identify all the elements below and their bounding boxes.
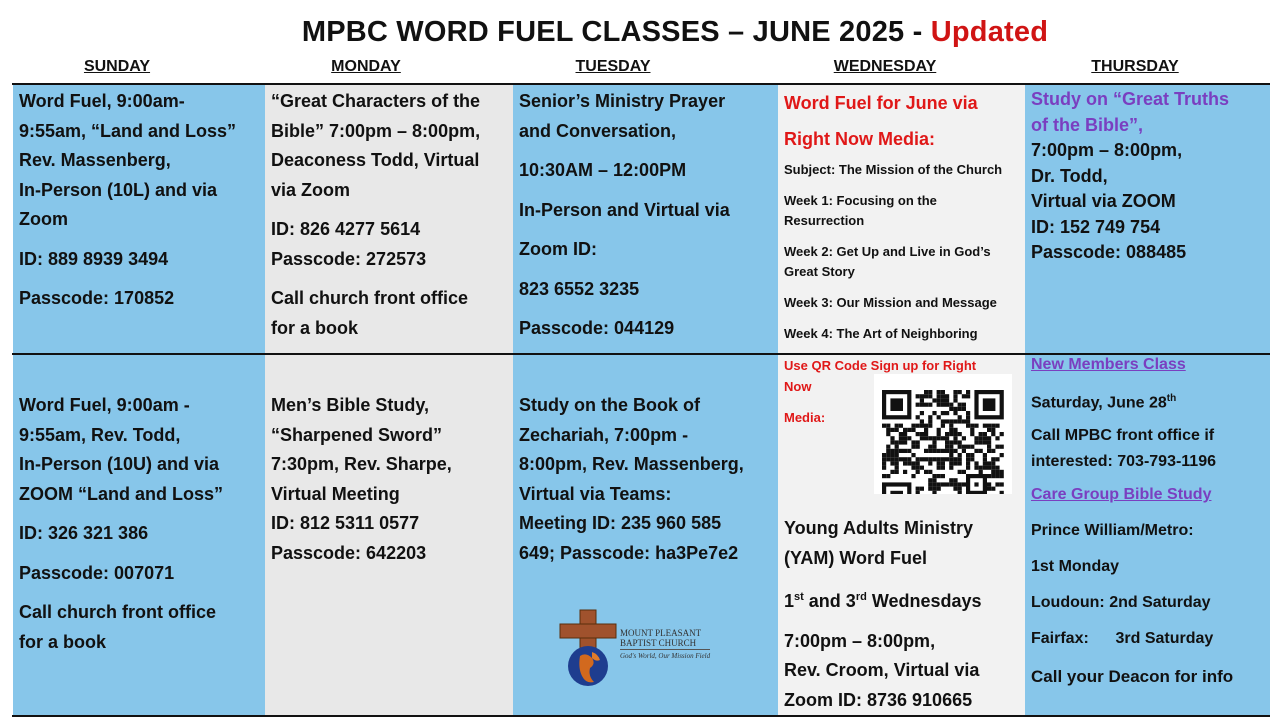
care-group-link[interactable]: Care Group Bible Study xyxy=(1031,486,1212,504)
text-line: Study on the Book of xyxy=(519,395,700,415)
text-line: Senior’s Ministry Prayer xyxy=(519,91,726,111)
passcode: Passcode: 044129 xyxy=(519,318,675,338)
text-line: of the Bible”, xyxy=(1031,114,1143,135)
text-line: Week 4: The Art of Neighboring xyxy=(784,326,978,341)
bottom-divider xyxy=(12,715,1270,717)
text-line: Zechariah, 7:00pm - xyxy=(519,424,689,445)
text-line: via Zoom xyxy=(271,179,351,200)
meeting-id: ID: 889 8939 3494 xyxy=(19,248,169,269)
text-line: Media: xyxy=(784,410,826,425)
text-line: Zoom ID: xyxy=(519,239,597,259)
updated-label: Updated xyxy=(930,16,1049,48)
text-line: 9:55am, “Land and Loss” xyxy=(19,120,237,141)
monday-class-2 xyxy=(265,355,513,715)
thursday-class-2 xyxy=(1025,355,1270,715)
meeting-id: Meeting ID: 235 960 585 xyxy=(519,513,722,533)
passcode: Passcode: 642203 xyxy=(271,542,427,563)
passcode: Passcode: 088485 xyxy=(1031,242,1187,262)
text-line: 7:00pm – 8:00pm, xyxy=(1031,140,1183,160)
text-line: Virtual Meeting xyxy=(271,483,400,504)
text-line: 7:30pm, Rev. Sharpe, xyxy=(271,454,452,474)
text-line: “Sharpened Sword” xyxy=(271,424,443,445)
text-line: Virtual via ZOOM xyxy=(1031,191,1176,211)
thursday-class-1 xyxy=(1025,85,1270,353)
text-line: Word Fuel, 9:00am- xyxy=(19,91,185,111)
page-title: MPBC WORD FUEL CLASSES – JUNE 2025 - Updated xyxy=(301,16,1049,48)
text-line: Saturday, June 28th xyxy=(1031,393,1177,412)
church-name-line: MOUNT PLEASANT xyxy=(620,628,702,638)
text-line: Week 1: Focusing on the xyxy=(784,193,937,208)
text-line: Use QR Code Sign up for Right xyxy=(784,358,977,373)
day-header-monday: MONDAY xyxy=(331,58,401,75)
text-line: Resurrection xyxy=(784,213,865,228)
text-line: In-Person and Virtual via xyxy=(519,199,730,220)
church-tagline: God's World, Our Mission Field xyxy=(620,649,710,661)
text-line: Rev. Massenberg, xyxy=(19,150,171,170)
yam-schedule: 1st and 3rd Wednesdays xyxy=(784,591,982,611)
text-line: Right Now Media: xyxy=(784,129,935,149)
text-line: “Great Characters of the xyxy=(271,91,481,111)
text-line: Week 2: Get Up and Live in God’s xyxy=(784,244,991,259)
text-line: Call your Deacon for info xyxy=(1031,667,1234,687)
meeting-id: Zoom ID: 8736 910665 xyxy=(784,689,973,710)
text-line: (YAM) Word Fuel xyxy=(784,547,927,568)
sunday-class-1 xyxy=(13,85,265,353)
text-line: Word Fuel, 9:00am - xyxy=(19,395,190,415)
text-line: Call MPBC front office if xyxy=(1031,427,1215,445)
passcode: 649; Passcode: ha3Pe7e2 xyxy=(519,542,739,563)
text-line: for a book xyxy=(19,631,107,652)
text-line: and Conversation, xyxy=(519,120,677,141)
text-line: 10:30AM – 12:00PM xyxy=(519,160,687,180)
text-line: Prince William/Metro: xyxy=(1031,522,1194,540)
text-line: 9:55am, Rev. Todd, xyxy=(19,424,181,445)
wednesday-class-1 xyxy=(778,85,1025,353)
text-line: In-Person (10U) and via xyxy=(19,454,220,474)
meeting-id: 823 6552 3235 xyxy=(519,278,640,299)
text-line: Virtual via Teams: xyxy=(519,483,672,504)
meeting-id: ID: 326 321 386 xyxy=(19,523,149,543)
meeting-id: ID: 152 749 754 xyxy=(1031,216,1161,237)
church-name xyxy=(620,628,710,661)
text-line: Call church front office xyxy=(271,288,469,308)
text-line: 8:00pm, Rev. Massenberg, xyxy=(519,454,744,474)
passcode: Passcode: 007071 xyxy=(19,562,175,583)
top-divider xyxy=(12,83,1270,85)
cross-globe-icon xyxy=(558,608,628,694)
text-line: 7:00pm – 8:00pm, xyxy=(784,630,936,651)
passcode: Passcode: 170852 xyxy=(19,288,175,308)
text-line: Dr. Todd, xyxy=(1031,165,1108,186)
tuesday-class-1 xyxy=(513,85,778,353)
meeting-id: ID: 826 4277 5614 xyxy=(271,219,421,239)
new-members-link[interactable]: New Members Class xyxy=(1031,356,1186,373)
text-line: Loudoun: 2nd Saturday xyxy=(1031,594,1211,612)
church-name-line: BAPTIST CHURCH xyxy=(620,638,697,648)
text-line: Study on “Great Truths xyxy=(1031,89,1230,109)
day-header-tuesday: TUESDAY xyxy=(575,58,651,75)
qr-code[interactable] xyxy=(874,374,1012,494)
text-line: Great Story xyxy=(784,264,855,279)
text-line: Young Adults Ministry xyxy=(784,518,973,538)
text-line: Word Fuel for June via xyxy=(784,93,978,113)
text-line: Now xyxy=(784,379,812,394)
qr-code-image xyxy=(874,374,1012,494)
text-line: Bible” 7:00pm – 8:00pm, xyxy=(271,120,481,141)
text-line: Week 3: Our Mission and Message xyxy=(784,295,997,310)
text-line: Call church front office xyxy=(19,602,217,622)
text-line: 1st Monday xyxy=(1031,558,1120,576)
text-line: Men’s Bible Study, xyxy=(271,395,430,415)
monday-class-1 xyxy=(265,85,513,353)
text-line: Subject: The Mission of the Church xyxy=(784,162,1003,177)
text-line: Rev. Croom, Virtual via xyxy=(784,660,980,680)
day-header-sunday: SUNDAY xyxy=(83,58,151,75)
text-line: for a book xyxy=(271,317,359,338)
text-line: In-Person (10L) and via xyxy=(19,179,218,200)
sunday-class-2 xyxy=(13,355,265,715)
day-header-thursday: THURSDAY xyxy=(1091,58,1179,75)
day-header-wednesday: WEDNESDAY xyxy=(833,58,937,75)
meeting-id: ID: 812 5311 0577 xyxy=(271,513,420,533)
text-line: Zoom xyxy=(19,209,68,229)
text-line: Deaconess Todd, Virtual xyxy=(271,150,480,170)
text-line: interested: 703-793-1196 xyxy=(1031,453,1216,471)
text-line: ZOOM “Land and Loss” xyxy=(19,483,224,504)
text-line: Fairfax: 3rd Saturday xyxy=(1031,630,1214,648)
passcode: Passcode: 272573 xyxy=(271,248,427,269)
